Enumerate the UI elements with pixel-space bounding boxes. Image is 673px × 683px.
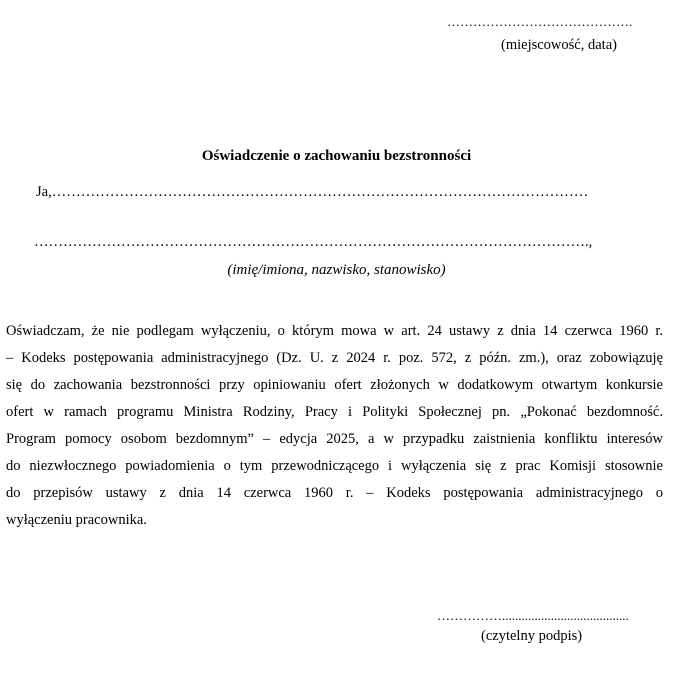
document-title: Oświadczenie o zachowaniu bezstronności xyxy=(201,148,472,164)
declarant-label: (imię/imiona, nazwisko, stanowisko) xyxy=(227,262,446,278)
place-date-label: (miejscowość, data) xyxy=(501,37,617,53)
signature-label: (czytelny podpis) xyxy=(481,628,583,644)
body-line: do niezwłocznego powiadomienia o tym przewodniczącego i wyłączenia się z prac Komisji stosownie xyxy=(6,458,663,474)
body-line: się do zachowania bezstronności przy opiniowaniu ofert złożonych w dodatkowym otwartym konkursie xyxy=(6,377,663,393)
body-line: Oświadczam, że nie podlegam wyłączeniu, o którym mowa w art. 24 ustawy z dnia 14 czerwca 1960 r. xyxy=(6,323,663,339)
body-line: Program pomocy osobom bezdomnym” – edycja 2025, a w przypadku zaistnienia konfliktu interesów xyxy=(6,431,663,447)
signature-dots: ……………....................................... xyxy=(437,608,629,623)
place-date-dots: ……………………………………. xyxy=(447,14,633,29)
body-line: do przepisów ustawy z dnia 14 czerwca 1960 r. – Kodeks postępowania administracyjnego o xyxy=(6,485,663,501)
body-line: wyłączeniu pracownika. xyxy=(6,512,147,528)
declarant-line-1: Ja,………………………………………………………………………………………………… xyxy=(36,184,589,200)
body-line: – Kodeks postępowania administracyjnego (Dz. U. z 2024 r. poz. 572, z późn. zm.), oraz zobowiązuję xyxy=(6,350,663,366)
body-line: ofert w ramach programu Ministra Rodziny, Pracy i Polityki Społecznej pn. „Pokonać bezdomność. xyxy=(6,404,663,420)
declarant-line-2: ……………………………………………………………………………………………………., xyxy=(34,234,593,250)
declaration-body xyxy=(6,318,663,534)
